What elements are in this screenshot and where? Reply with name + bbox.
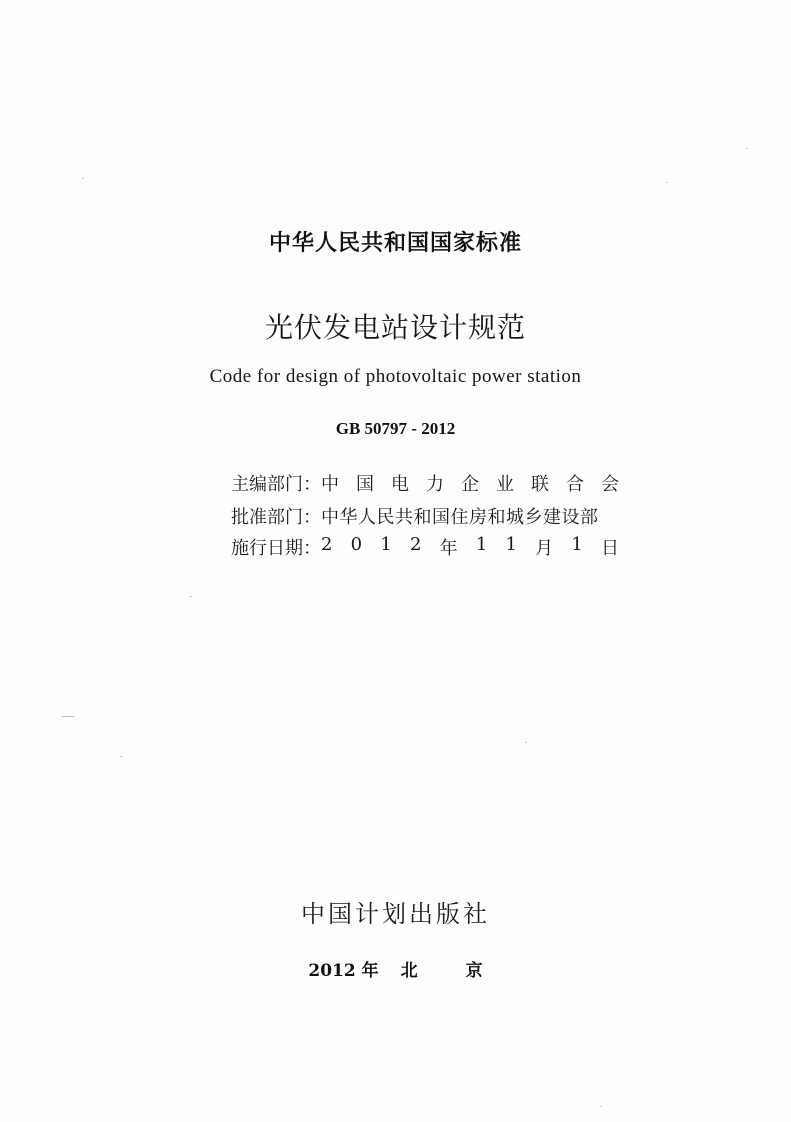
scan-speck: [666, 182, 668, 183]
chief-editor-row: [231, 470, 619, 496]
date-char: 0: [350, 534, 363, 555]
chief-editor-label: 主编部门：: [231, 474, 321, 495]
chief-editor-value: [321, 470, 619, 496]
scan-speck: [190, 596, 192, 597]
date-char: 月: [535, 538, 554, 559]
date-char: 2: [409, 534, 422, 555]
editor-char: 中: [321, 474, 339, 495]
effective-date-row: [231, 534, 619, 560]
scan-speck: [82, 178, 84, 179]
standard-code: GB 50797 - 2012: [335, 419, 456, 438]
approving-department-label: 批准部门：: [231, 507, 321, 528]
date-char: 1: [380, 534, 392, 555]
scan-speck: [62, 716, 74, 717]
imprint-city-second-char: 京: [465, 961, 483, 981]
editor-char: 电: [391, 474, 409, 495]
scan-speck: [746, 148, 748, 149]
date-char: 2: [321, 534, 333, 555]
editor-char: 联: [531, 474, 549, 495]
editor-char: 业: [496, 474, 514, 495]
editor-char: 企: [461, 474, 479, 495]
date-char: 1: [571, 534, 583, 555]
editor-char: 力: [426, 474, 444, 495]
date-char: 1: [475, 534, 488, 555]
editor-char: 合: [566, 474, 584, 495]
date-char: 年: [439, 538, 458, 559]
standard-series-heading: 中华人民共和国国家标准: [268, 231, 522, 256]
document-title-en: Code for design of photovoltaic power station: [209, 366, 582, 387]
imprint-city-first-char: 北: [400, 961, 418, 981]
editor-char: 会: [601, 474, 619, 495]
effective-date-label: 施行日期：: [231, 538, 321, 559]
publisher-name: 中国计划出版社: [301, 900, 490, 928]
date-char: 1: [505, 534, 517, 555]
approving-department-row: [231, 503, 619, 529]
approving-department-value: 中华人民共和国住房和城乡建设部: [321, 507, 599, 528]
effective-date-value: [321, 534, 619, 560]
date-char: 日: [601, 538, 619, 559]
scan-speck: [600, 1106, 602, 1107]
editor-char: 国: [356, 474, 374, 495]
document-title-cn: 光伏发电站设计规范: [264, 311, 526, 344]
scan-speck: [120, 756, 122, 757]
imprint-year: 2012 年: [308, 961, 379, 981]
scan-speck: [525, 742, 527, 743]
imprint-line: [0, 956, 791, 981]
